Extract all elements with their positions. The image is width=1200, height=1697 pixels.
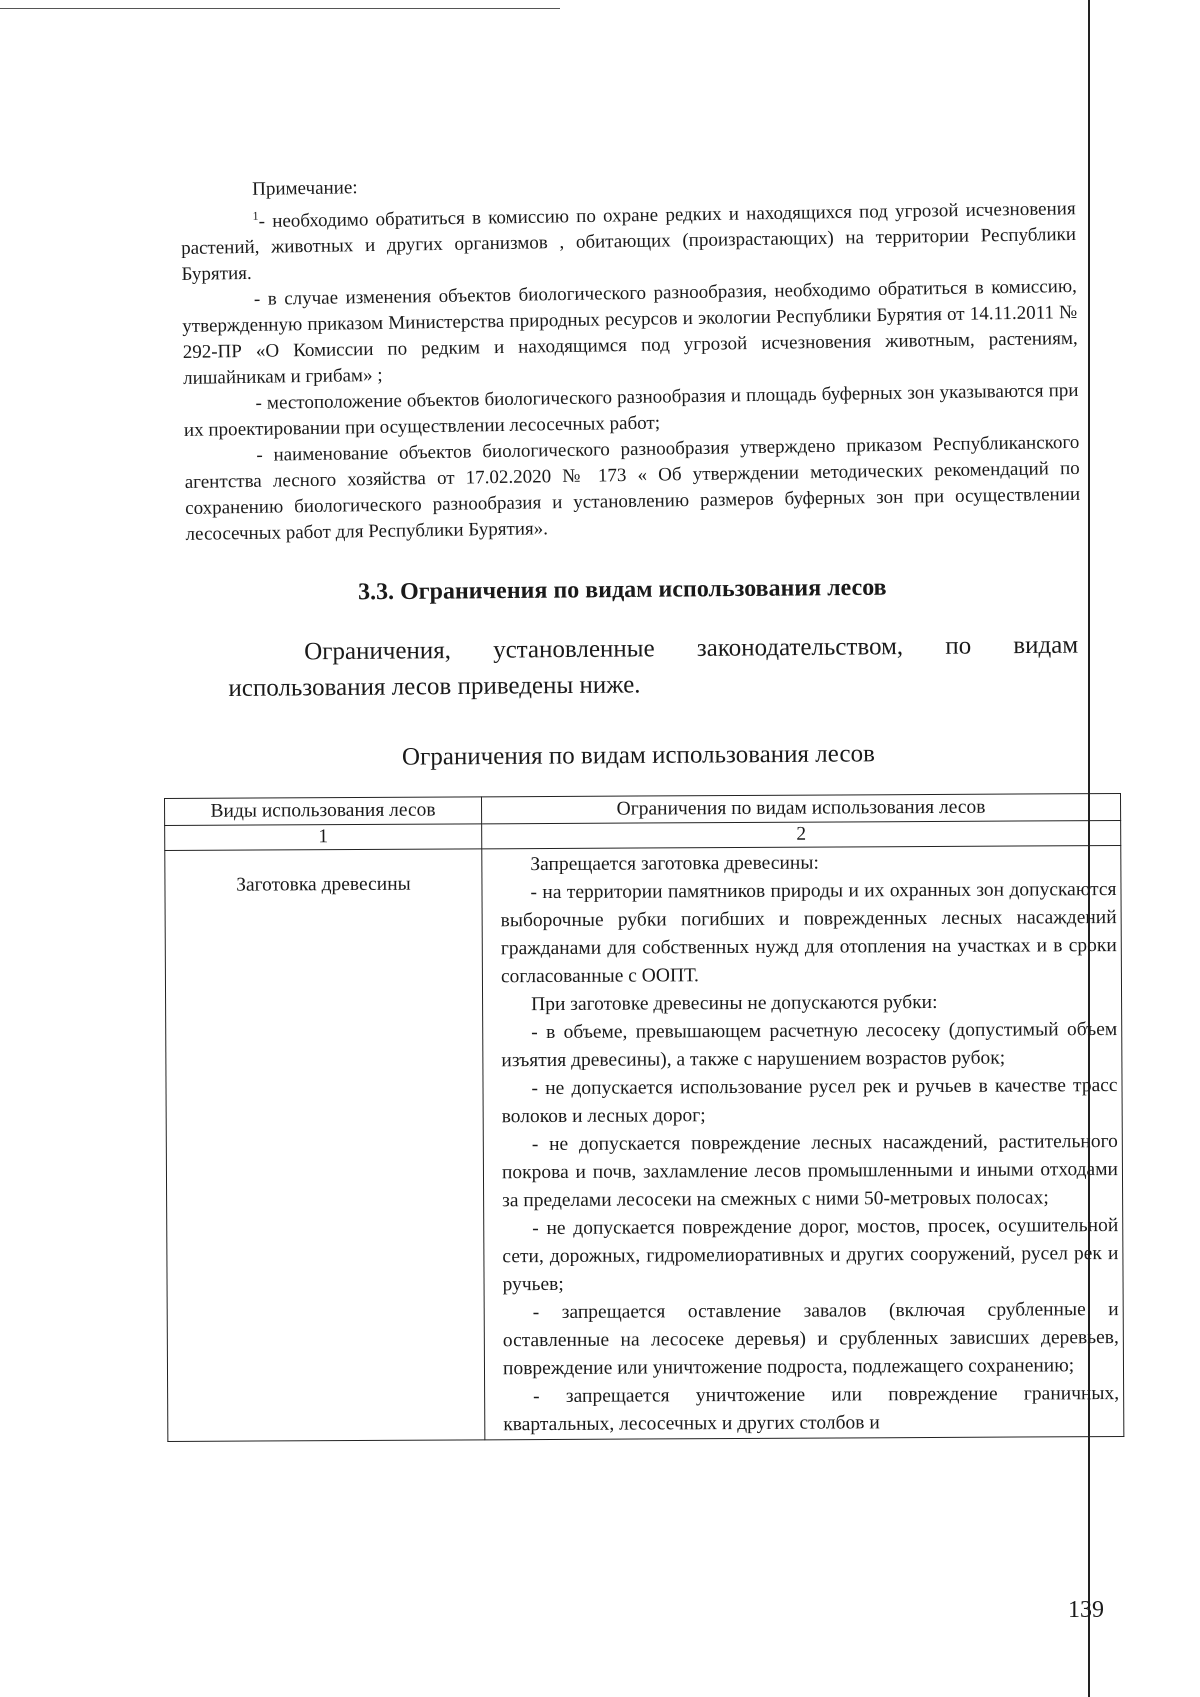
notes-heading: Примечание: — [252, 177, 358, 200]
column-number-1: 1 — [165, 824, 482, 851]
restriction-paragraph: Запрещается заготовка древесины: — [530, 852, 819, 876]
intro-text: Ограничения, установленные законодательством, по видам использования лесов приведены ниже. — [228, 631, 1079, 702]
note-item: - в случае изменения объектов биологического разнообразия, необходимо обратиться в комиссию, утвержденную приказом Министерства природных ресурсов и экологии Республики Бурятия от 14.11.2011 № 292-ПР «О Комиссии по редким и находящимся под угрозой исчезновения животным, растениям, лишайникам и грибам» ; — [182, 276, 1078, 390]
restriction-paragraph: - в объеме, превышающем расчетную лесосеку (допустимый объем изъятия древесины), а также с нарушением возрастов рубок; — [501, 1019, 1118, 1072]
note-item: - наименование объектов биологического разнообразия утверждено приказом Республиканского агентства лесного хозяйства от 17.02.2020 № 173 « Об утверждении методических рекомендаций по сохранению биологического разнообразия и установлению размеров буферных зон при осуществлении лесосечных работ для Республики Бурятия». — [184, 432, 1081, 546]
restriction-paragraph: - на территории памятников природы и их охранных зон допускаются выборочные рубки погибших и поврежденных лесных насаждений гражданами для собственных нужд для отопления на участках и в сроки согласованные с ООПТ. — [500, 879, 1117, 988]
table-header-row — [165, 793, 1121, 825]
scan-edge-line — [0, 8, 560, 9]
footnote-paragraph — [180, 190, 1076, 288]
footnote-text: - необходимо обратиться в комиссию по охране редких и находящихся под угрозой исчезновения растений, животных и других организмов , обитающих (произрастающих) на территории Республики Бурятия. — [180, 198, 1077, 286]
restriction-paragraph: - не допускается повреждение дорог, мостов, просек, осушительной сети, дорожных, гидромелиоративных и других сооружений, русел рек и ручьев; — [502, 1215, 1119, 1296]
restriction-paragraph: - запрещается уничтожение или повреждение граничных, квартальных, лесосечных и других столбов и — [503, 1383, 1120, 1436]
restrictions-table — [164, 793, 1124, 1442]
notes-block — [180, 164, 1081, 548]
page-number: 139 — [1068, 1597, 1104, 1623]
restriction-paragraph: При заготовке древесины не допускаются рубки: — [531, 991, 938, 1016]
section-title: 3.3. Ограничения по видам использования лесов — [357, 574, 887, 606]
note-item: - местоположение объектов биологического разнообразия и площадь буферных зон указываются при их проектировании при осуществлении лесосечных работ; — [183, 380, 1079, 442]
restrictions-table-wrapper — [164, 793, 1124, 1442]
header-restrictions: Ограничения по видам использования лесов — [481, 793, 1120, 823]
section-intro — [228, 628, 1079, 707]
column-number-2: 2 — [482, 820, 1121, 848]
table-caption: Ограничения по видам использования лесов — [401, 740, 875, 771]
restriction-paragraph: - не допускается повреждение лесных насаждений, растительного покрова и почв, захламление лесов промышленными и иными отходами за пределами лесосеки на смежных с ними 50-метровых полосах; — [501, 1131, 1119, 1212]
usage-type-cell: Заготовка древесины — [165, 849, 485, 1442]
footnote-marker: 1 — [252, 208, 259, 223]
header-usage-type: Виды использования лесов — [165, 797, 482, 826]
restriction-paragraph: - не допускается использование русел рек и ручьев в качестве трасс волоков и лесных дорог; — [501, 1075, 1118, 1128]
restrictions-cell — [482, 845, 1124, 1439]
restriction-paragraph: - запрещается оставление завалов (включая срубленные и оставленные на лесосеке деревья) и срубленных зависших деревьев, повреждение или уничтожение подроста, подлежащего сохранению; — [502, 1299, 1119, 1380]
table-row — [165, 845, 1124, 1441]
